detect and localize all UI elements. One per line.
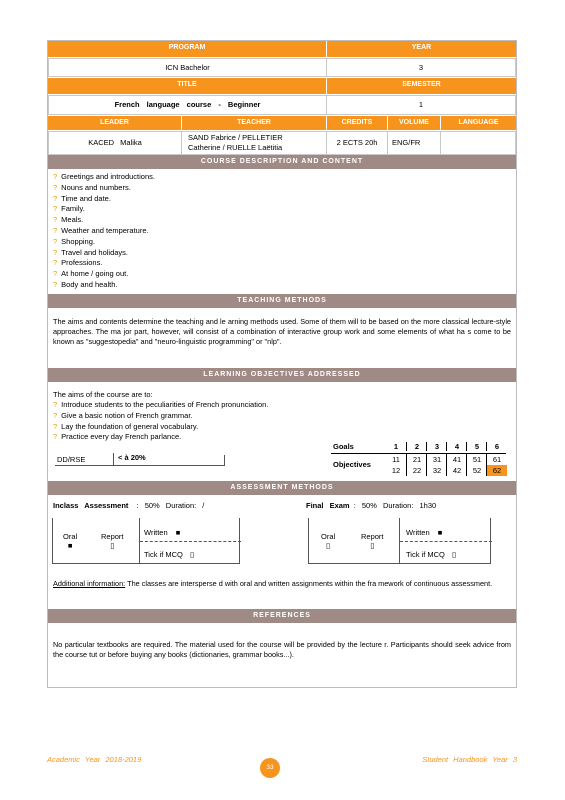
final-tick-mcq[interactable] xyxy=(406,550,456,559)
objective-code: 41 xyxy=(446,454,467,465)
leader-label: LEADER xyxy=(48,116,181,130)
title-label: TITLE xyxy=(48,78,326,94)
bullet-icon: ? xyxy=(53,247,58,257)
objectives-row xyxy=(331,454,506,476)
course-content-list xyxy=(53,172,503,291)
list-item-text: Professions. xyxy=(61,258,103,268)
objective-code: 11 xyxy=(392,455,400,464)
semester-value: 1 xyxy=(326,95,516,115)
list-item xyxy=(53,215,503,226)
list-item-text: Family. xyxy=(61,204,85,214)
teacher-line-2: Catherine / RUELLE Laëtitia xyxy=(188,143,283,152)
final-box xyxy=(308,518,491,564)
footer-handbook: Student Handbook Year 3 xyxy=(422,755,517,764)
teacher-label: TEACHER xyxy=(182,116,326,130)
objectives-intro: The aims of the course are to: xyxy=(53,390,153,399)
objective-code: 22 xyxy=(406,465,427,476)
final-label: Final Exam xyxy=(306,501,350,510)
bullet-icon: ? xyxy=(53,269,58,279)
bullet-icon: ? xyxy=(53,279,58,289)
inclass-label: Inclass Assessment xyxy=(53,501,129,510)
volume-label: VOLUME xyxy=(388,116,440,130)
inclass-detail: : 50% Duration: / xyxy=(136,501,205,510)
additional-information xyxy=(53,579,503,589)
program-label: PROGRAM xyxy=(48,41,326,57)
final-oral-checkbox: ▯ xyxy=(326,541,331,550)
year-value: 3 xyxy=(326,58,516,77)
list-item-text: Practice every day French parlance. xyxy=(61,432,182,442)
list-item-text: Body and health. xyxy=(61,279,118,289)
objective-code: 51 xyxy=(466,454,487,465)
goal-number: 5 xyxy=(466,442,487,451)
final-written-tick xyxy=(399,518,491,564)
list-item xyxy=(53,280,503,291)
objective-code: 52 xyxy=(466,465,487,476)
additional-label: Additional information: xyxy=(53,579,126,588)
inclass-written[interactable] xyxy=(144,528,180,537)
final-report[interactable] xyxy=(361,532,384,550)
bullet-icon: ? xyxy=(53,432,58,442)
list-item xyxy=(53,400,353,411)
additional-text: The classes are intersperse d with oral and written assignments within the fra mework of continuous assessment. xyxy=(127,579,493,588)
bullet-icon: ? xyxy=(53,193,58,203)
final-line xyxy=(306,501,436,510)
list-item xyxy=(53,422,353,433)
inclass-oral[interactable] xyxy=(63,532,77,550)
language-value: ENG/FR xyxy=(387,131,441,155)
ddrse-value: < à 20% xyxy=(113,453,146,465)
oral-label: Oral xyxy=(63,532,78,541)
goal-number: 2 xyxy=(406,442,427,451)
bullet-icon: ? xyxy=(53,225,58,235)
tick-mcq-label: Tick if MCQ xyxy=(144,550,183,559)
inclass-written-tick xyxy=(139,518,240,564)
list-item-text: Time and date. xyxy=(61,193,111,203)
teaching-methods-heading: TEACHING METHODS xyxy=(48,294,516,308)
bullet-icon: ? xyxy=(53,410,58,420)
goals-table xyxy=(331,441,506,476)
list-item xyxy=(53,172,503,183)
list-item-text: Nouns and numbers. xyxy=(61,182,131,192)
year-label: YEAR xyxy=(327,41,516,57)
teacher-value xyxy=(181,131,327,155)
language-empty-cell xyxy=(440,131,516,155)
list-item-text: Shopping. xyxy=(61,236,95,246)
list-item xyxy=(53,183,503,194)
list-item-text: Introduce students to the peculiarities of French pronunciation. xyxy=(61,400,269,409)
list-item xyxy=(53,194,503,205)
written-checkbox: ■ xyxy=(175,528,181,537)
final-written-label: Written xyxy=(406,528,430,537)
final-report-checkbox: ▯ xyxy=(370,541,375,550)
bullet-icon: ? xyxy=(53,204,58,214)
assessment-heading: ASSESSMENT METHODS xyxy=(48,481,516,495)
list-item-text: Greetings and introductions. xyxy=(61,172,155,181)
final-written-checkbox: ■ xyxy=(437,528,443,537)
list-item-text: Travel and holidays. xyxy=(61,247,129,257)
objective-code: 62 xyxy=(486,465,507,476)
final-tick-mcq-label: Tick if MCQ xyxy=(406,550,445,559)
inclass-tick-mcq[interactable] xyxy=(144,550,194,559)
final-written[interactable] xyxy=(406,528,442,537)
list-item xyxy=(53,226,503,237)
language-label: LANGUAGE xyxy=(441,116,516,130)
learning-objectives-heading: LEARNING OBJECTIVES ADDRESSED xyxy=(48,368,516,382)
bullet-icon: ? xyxy=(53,236,58,246)
objective-code: 31 xyxy=(426,454,447,465)
bullet-icon: ? xyxy=(53,400,58,409)
oral-checkbox: ■ xyxy=(67,541,73,550)
list-item-text: At home / going out. xyxy=(61,269,129,279)
list-item xyxy=(53,269,503,280)
ddrse-box xyxy=(55,455,225,466)
list-item xyxy=(53,258,503,269)
page-number: 33 xyxy=(260,758,280,778)
goals-label: Goals xyxy=(333,442,354,451)
inclass-box xyxy=(52,518,240,564)
semester-label: SEMESTER xyxy=(327,78,516,94)
final-tick-mcq-checkbox: ▯ xyxy=(451,550,457,559)
bullet-icon: ? xyxy=(53,258,58,268)
teacher-line-1: SAND Fabrice / PELLETIER xyxy=(188,133,283,142)
objectives-list xyxy=(53,400,353,443)
objective-code: 32 xyxy=(426,465,447,476)
course-description-heading: COURSE DESCRIPTION AND CONTENT xyxy=(48,155,516,169)
list-item-text: Weather and temperature. xyxy=(61,225,149,235)
list-item-text: Lay the foundation of general vocabulary. xyxy=(61,421,199,431)
report-label: Report xyxy=(101,532,124,541)
goals-row xyxy=(331,441,506,454)
footer-academic-year: Academic Year 2018-2019 xyxy=(47,755,142,764)
bullet-icon: ? xyxy=(53,172,58,181)
goal-number: 3 xyxy=(426,442,447,451)
final-oral[interactable] xyxy=(321,532,335,550)
program-value: ICN Bachelor xyxy=(48,58,327,77)
references-heading: REFERENCES xyxy=(48,609,516,623)
written-label: Written xyxy=(144,528,168,537)
bullet-icon: ? xyxy=(53,182,58,192)
credits-value: 2 ECTS 20h xyxy=(326,131,388,155)
list-item xyxy=(53,411,353,422)
list-item-text: Meals. xyxy=(61,215,84,225)
credits-label: CREDITS xyxy=(327,116,387,130)
list-item xyxy=(53,204,503,215)
final-detail: : 50% Duration: 1h30 xyxy=(353,501,437,510)
leader-value: KACED Malika xyxy=(48,131,182,155)
inclass-report[interactable] xyxy=(101,532,124,550)
objective-code: 61 xyxy=(486,454,507,465)
objective-code: 42 xyxy=(446,465,467,476)
report-checkbox: ▯ xyxy=(110,541,115,550)
goal-number: 6 xyxy=(486,442,507,451)
bullet-icon: ? xyxy=(53,215,58,225)
objective-code: 21 xyxy=(406,454,427,465)
references-text: No particular textbooks are required. The material used for the course will be provided by the lecture r. Participants should seek advice from the course tut or before buying any books (dictionaries, grammar books...). xyxy=(53,640,511,659)
list-item xyxy=(53,248,503,259)
list-item xyxy=(53,432,353,443)
course-title: French language course - Beginner xyxy=(48,95,327,115)
list-item xyxy=(53,237,503,248)
final-oral-label: Oral xyxy=(321,532,336,541)
inclass-line xyxy=(53,501,204,510)
bullet-icon: ? xyxy=(53,421,58,431)
goal-number: 1 xyxy=(393,442,399,451)
goal-number: 4 xyxy=(446,442,467,451)
ddrse-label: DD/RSE xyxy=(57,455,86,464)
objectives-label: Objectives xyxy=(333,460,371,469)
final-report-label: Report xyxy=(361,532,384,541)
list-item-text: Give a basic notion of French grammar. xyxy=(61,410,193,420)
tick-mcq-checkbox: ▯ xyxy=(189,550,195,559)
teaching-methods-text: The aims and contents determine the teaching and le arning methods used. Some of them will to be based on the more classical lecture-style approaches. The ma jor part, however, will consist of a combination of interactive group work and some elements of what ha s come to be known as "suggestopedia" and "neuro-linguistic programming" or "nlp". xyxy=(53,317,511,346)
objective-code: 12 xyxy=(391,466,401,475)
